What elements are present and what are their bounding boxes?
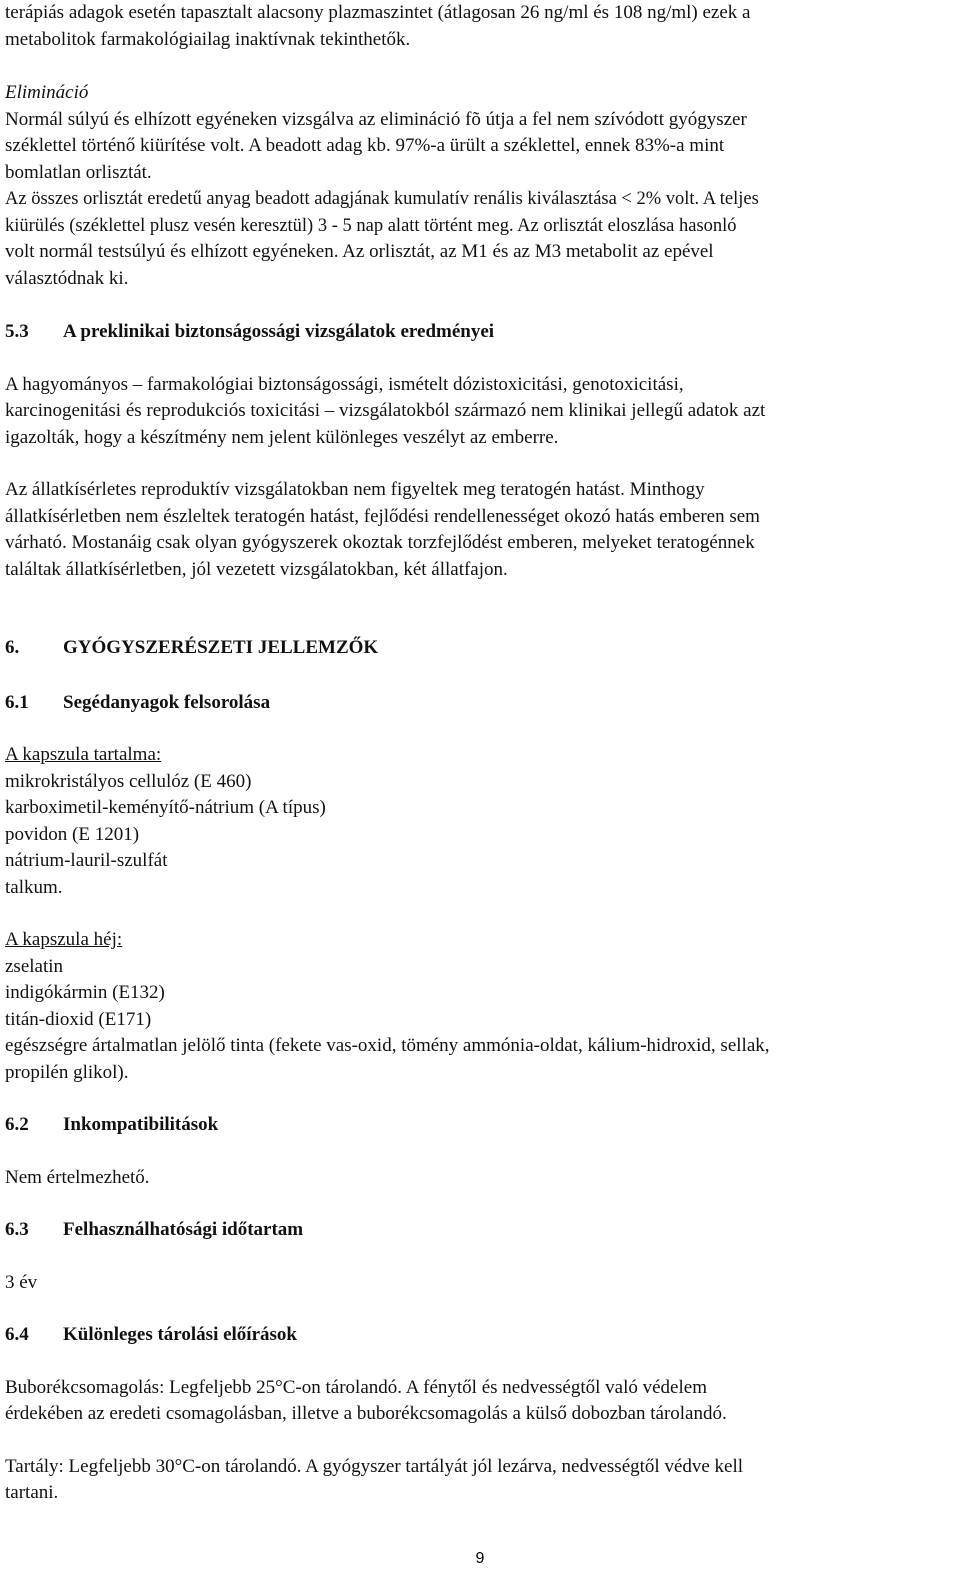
section-number: 5.3 [5, 321, 29, 342]
text-line: propilén glikol). [5, 1061, 129, 1083]
section-heading [5, 1322, 955, 1349]
list-item: talkum. [5, 876, 63, 898]
section-heading [5, 1112, 955, 1139]
list-item: titán-dioxid (E171) [5, 1008, 152, 1030]
text-line: találtak állatkísérletben, jól vezetett vizsgálatokban, két állatfajon. [5, 558, 508, 580]
text-line: várható. Mostanáig csak olyan gyógyszerek okoztak torzfejlődést emberen, melyeket teratogénnek [5, 532, 755, 553]
capsule-content-label: A kapszula tartalma: [5, 744, 162, 765]
text-line: Az összes orlisztát eredetű anyag beadott adagjának kumulatív renális kiválasztása < 2% volt. A teljes [5, 189, 759, 209]
section-6-1 [5, 690, 955, 1087]
elimination-section [5, 80, 955, 292]
text-line: karcinogenitási és reprodukciós toxicitási – vizsgálatokból származó nem klinikai jellegű adatok azt [5, 400, 766, 421]
text-line: igazolták, hogy a készítmény nem jelent különleges veszélyt az emberre. [5, 426, 559, 448]
text-line: 3 év [5, 1271, 38, 1293]
text-line: széklettel történő kiürítése volt. A beadott adag kb. 97%-a ürült a széklettel, ennek 83%-a mint [5, 135, 725, 156]
document-page [5, 0, 955, 1507]
section-title: Különleges tárolási előírások [63, 1324, 297, 1345]
section-number: 6.4 [5, 1324, 29, 1345]
capsule-shell-label: A kapszula héj: [5, 929, 123, 950]
text-line: metabolitok farmakológiailag inaktívnak tekinthetők. [5, 28, 411, 50]
text-line: kiürülés (széklettel plusz vesén keresztül) 3 - 5 nap alatt történt meg. Az orlisztát eloszlása hasonló [5, 215, 737, 236]
text-line: Nem értelmezhető. [5, 1166, 150, 1188]
text-line: volt normál testsúlyú és elhízott egyéneken. Az orlisztát, az M1 és az M3 metabolit az epével [5, 241, 714, 262]
text-line: A hagyományos – farmakológiai biztonságossági, ismételt dózistoxicitási, genotoxicitási, [5, 373, 684, 395]
section-6-3 [5, 1217, 955, 1296]
list-item: indigókármin (E132) [5, 982, 165, 1003]
list-item: zselatin [5, 955, 64, 977]
section-title: Inkompatibilitások [63, 1114, 219, 1135]
text-line: Normál súlyú és elhízott egyéneken vizsgálva az elimináció fõ útja a fel nem szívódott gyógyszer [5, 108, 747, 130]
list-item: mikrokristályos cellulóz (E 460) [5, 770, 252, 792]
text-line: állatkísérletben nem észleltek teratogén hatást, fejlődési rendellenességet okozó hatás emberen sem [5, 505, 760, 527]
section-heading [5, 690, 955, 717]
list-item: nátrium-lauril-szulfát [5, 850, 168, 871]
section-title: Segédanyagok felsorolása [63, 691, 271, 713]
text-line: Tartály: Legfeljebb 30°C-on tárolandó. A gyógyszer tartályát jól lezárva, nedvességtől védve kell [5, 1455, 744, 1477]
section-number: 6.1 [5, 691, 29, 713]
section-title: A preklinikai biztonságossági vizsgálatok eredményei [63, 321, 495, 342]
text-line: egészségre ártalmatlan jelölő tinta (fekete vas-oxid, tömény ammónia-oldat, kálium-hidroxid, sellak, [5, 1035, 770, 1056]
text-line: bomlatlan orlisztát. [5, 161, 152, 183]
text-line: terápiás adagok esetén tapasztalt alacsony plazmaszintet (átlagosan 26 ng/ml és 108 ng/ml) ezek a [5, 2, 751, 23]
section-5-3 [5, 319, 955, 583]
text-line: tartani. [5, 1482, 59, 1503]
text-line: választódnak ki. [5, 267, 129, 289]
section-title: Felhasználhatósági időtartam [63, 1219, 304, 1240]
list-item: karboximetil-keményítő-nátrium (A típus) [5, 797, 326, 818]
page-number: 9 [475, 1550, 485, 1567]
elimination-title: Elimináció [5, 82, 89, 103]
section-6-2 [5, 1112, 955, 1191]
section-number: 6. [5, 637, 20, 658]
section-heading [5, 319, 955, 346]
chapter-heading [5, 635, 955, 662]
intro-paragraph [5, 0, 955, 53]
section-heading [5, 1217, 955, 1244]
text-line: érdekében az eredeti csomagolásban, illetve a buborékcsomagolás a külső dobozban tárolandó. [5, 1403, 727, 1424]
text-line: Buborékcsomagolás: Legfeljebb 25°C-on tárolandó. A fénytől és nedvességtől való védelem [5, 1376, 707, 1398]
section-6-4 [5, 1322, 955, 1507]
section-title: GYÓGYSZERÉSZETI JELLEMZŐK [63, 637, 379, 658]
section-number: 6.3 [5, 1219, 29, 1240]
section-6 [5, 635, 955, 662]
text-line: Az állatkísérletes reproduktív vizsgálatokban nem figyeltek meg teratogén hatást. Minthogy [5, 479, 705, 500]
list-item: povidon (E 1201) [5, 823, 140, 845]
section-number: 6.2 [5, 1114, 29, 1135]
